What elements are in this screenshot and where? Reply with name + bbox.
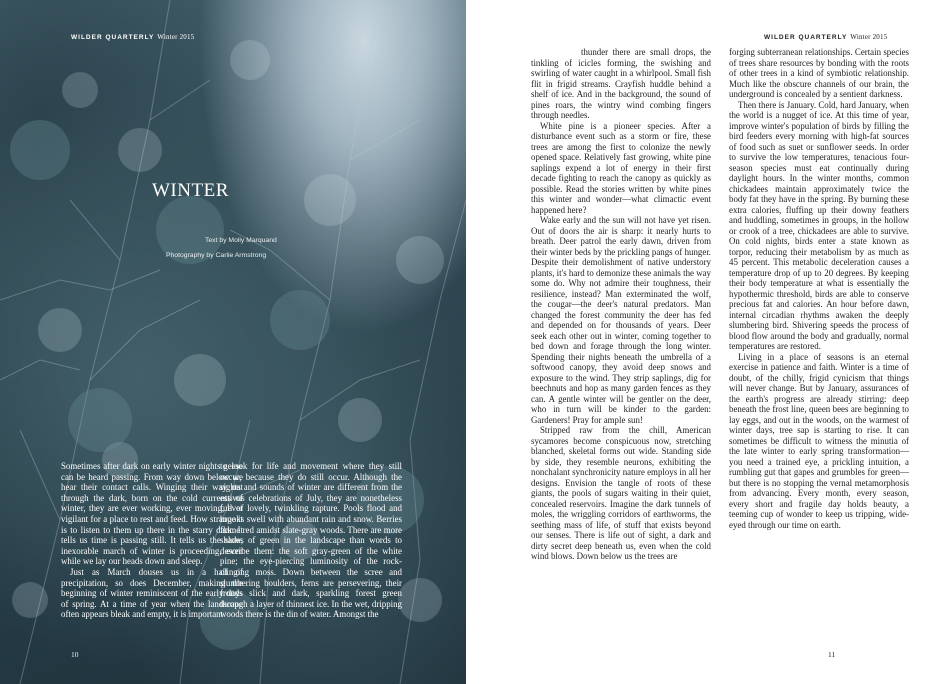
magazine-name: WILDER QUARTERLY (71, 34, 155, 41)
paragraph: Just as March douses us in a hail of precipitation, so does December, making the beginning of winter reminiscent of the early days of spring. At a time of year when the landscape often appears bleak and empty, it is important (61, 566, 243, 620)
paragraph: White pine is a pioneer species. After a disturbance event such as a storm or fire, these trees are among the first to colonize the newly opened space. Relatively fast growing, white pine saplings expend a lot of energy in their first decade fighting to reach the canopy as quickly as possible. Read the stories written by white pines this winter and wonder—what climactic event happened here? (531, 120, 711, 215)
right-column-2 (729, 47, 909, 530)
running-head-right (764, 33, 887, 41)
paragraph: thunder there are small drops, the tinkling of icicles forming, the swishing and swirling of water caught in a whirlpool. Small fish flit in frigid streams. Crayfish huddle behind a shelf of ice. And in the background, the sound of pines roars, the wintry wind combing fingers through needles. (531, 47, 711, 120)
text-credit: Text by Molly Marquand (205, 237, 277, 244)
paragraph: Stripped raw from the chill, American sycamores become conspicuous now, stretching blanched, skeletal forms out wide. Standing side by side, they resemble neurons, exhibiting the nonchalant synchronicity nature employs in all her designs. Envision the tangle of roots of these giants, the pools of sugars waiting in their quiet, concealed reservoirs. Imagine the dark tunnels of moles, the wriggling corridors of earthworms, the seething mass of life, of stuff that exists beyond our senses. There is life out of sight, a dark and dirty secret deep beneath us, even when the cold wind blows. Down below us the trees are (531, 425, 711, 561)
issue-label: Winter 2015 (850, 33, 888, 41)
magazine-name: WILDER QUARTERLY (764, 34, 848, 41)
paragraph: Sometimes after dark on early winter nights geese can be heard passing. From way down below we hear their contact calls. Winging their way out through the dark, born on the cold currents of winter, they are ever working, ever moving, ever vigilant for a place to rest and feed. How strange it is to listen to them up there in the starry dark. It tells us time is passing still. It tells us the slow, inexorable march of winter is proceeding, even while we lay our heads down and sleep. (61, 461, 243, 567)
running-head-left (71, 33, 194, 41)
page-number-right: 11 (828, 650, 836, 659)
left-column-2 (220, 461, 402, 620)
paragraph: forging subterranean relationships. Certain species of trees share resources by bonding with the roots of other trees in a kind of symbiotic relationship. Much like the obscure channels of our brain, the underground is concealed by a sentient darkness. (729, 47, 909, 99)
photo-credit: Photography by Carlie Armstrong (166, 252, 267, 259)
cover-photo-page (0, 0, 466, 684)
page-number-left: 10 (71, 650, 79, 659)
left-column-1 (61, 461, 243, 620)
paragraph: Wake early and the sun will not have yet risen. Out of doors the air is sharp: it nearly hurts to breath. Deer patrol the early dawn, driven from their winter beds by the prickling pangs of hunger. Despite their demolishment of native understory plants, it's hard to demonize these animals the way some do. Why not admire their toughness, their resilience, instead? Man exterminated the wolf, the cougar—the deer's natural predators. Man changed the forest community the deer has fed and depended on for thousands of years. Deer seek each other out in winter, coming together to bed down and forage through the long winter. Spending their nights beneath the umbrella of a softwood canopy, they avoid deep snows and exposure to the wind. They strip saplings, dig for beechnuts and hop as many garden fences as they can. A gentle winter will be gentler on the deer, who in turn will be kinder to the garden: Gardeners! Pray for ample sun! (531, 215, 711, 425)
issue-label: Winter 2015 (157, 33, 195, 41)
paragraph: to look for life and movement where they still occur, because they do still occur. Although the sights and sounds of winter are different from the estivus celebrations of July, they are nonetheless full of lovely, twinkling rapture. Pools flood and brooks swell with abundant rain and snow. Berries flame red amidst slate-gray woods. There are more shades of green in the landscape than words to describe them: the soft gray-green of the white pine; the eye-piercing luminosity of the rock-clinging moss. Down between the scree and slumbering boulders, ferns are persevering, their fronds slick and dark, sparkling forest green through a layer of thinnest ice. In the wet, dripping woods there is the din of water. Amongst the (220, 461, 402, 620)
article-title: WINTER (152, 180, 229, 201)
paragraph: Then there is January. Cold, hard January, when the world is a nugget of ice. At this time of year, improve winter's population of birds by filling the bird feeders every morning with high-fat sources of food such as suet or sunflower seeds. In order to survive the low temperatures, tenacious four-season species must eat continually during daylight hours. In the winter months, common chickadees maintain approximately twice the body fat they have in the spring. By burning these extra calories, fluffing up their downy feathers and huddling, sometimes in groups, in the hollow or crook of a tree, chickadees are able to survive. On cold nights, birds enter a state known as torpor, reducing their metabolism by as much as 45 percent. This metabolic deceleration causes a temperature drop of up to 20 degrees. By keeping their body temperature at what is essentially the hypothermic threshold, birds are able to conserve precious fat and calories. An hour before dawn, internal circadian rhythms awaken the deeply slumbering bird. Shivering speeds the process of blood flow around the body and gradually, normal temperatures are restored. (729, 99, 909, 351)
right-column-1 (531, 47, 711, 562)
paragraph: Living in a place of seasons is an eternal exercise in patience and faith. Winter is a time of doubt, of the chilly, frigid cynicism that things will never change. But by January, assurances of the earth's progress are already stirring: deep beneath the frost line, queen bees are beginning to lay eggs, and out in the woods, on the warmest of winter days, tree sap is starting to rise. It can sometimes be difficult to witness the minutia of the late winter to early spring transformation—you need a trained eye, a prickling intuition, a rumbling gut that gapes and grumbles for green—but there is no stopping the vernal metamorphosis from advancing. Every month, every season, every short and fragile day holds beauty, a teeming cup of wonder to keep us tripping, wide-eyed through our time on earth. (729, 351, 909, 530)
